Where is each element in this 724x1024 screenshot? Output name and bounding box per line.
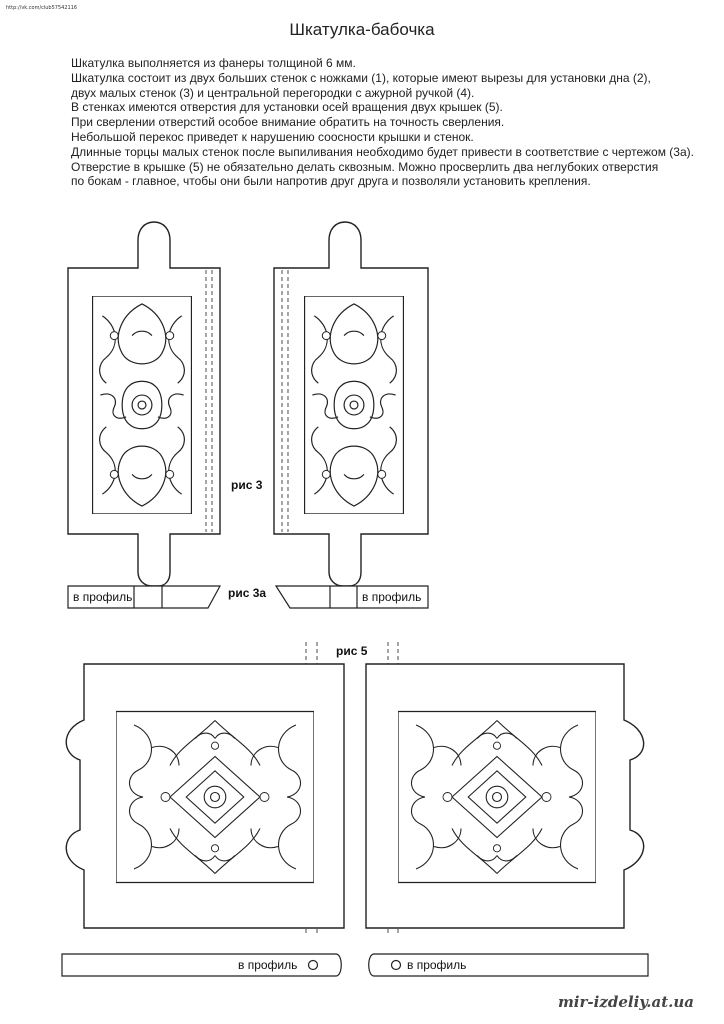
ornament-left xyxy=(92,296,191,514)
page-title: Шкатулка-бабочка xyxy=(289,20,435,39)
fig5-label: рис 5 xyxy=(336,644,368,658)
profile-5-left xyxy=(62,954,341,976)
profile-label-5-left: в профиль xyxy=(238,958,298,972)
description-line: Шкатулка состоит из двух больших стенок с ножками (1), которые имеют вырезы для установки дна (2), xyxy=(71,70,651,85)
profile-label-3a-left: в профиль xyxy=(73,590,133,604)
description-line: Длинные торцы малых стенок после выпиливания необходимо будет привести в соответствие с чертежом (3а). xyxy=(71,144,694,159)
description-line: Шкатулка выполняется из фанеры толщиной 6 мм. xyxy=(71,56,356,70)
description-line: по бокам - главное, чтобы они были напротив друг друга и позволяли установить крепления. xyxy=(71,174,591,189)
description-line: двух малых стенок (3) и центральной перегородки с ажурной ручкой (4). xyxy=(71,85,475,100)
profile-label-3a-right: в профиль xyxy=(362,590,422,604)
description-line: В стенках имеются отверстия для установки осей вращения двух крышек (5). xyxy=(71,100,503,115)
description-line: При сверлении отверстий особое внимание обратить на точность сверления. xyxy=(71,115,505,130)
source-url: http://vk.com/club57542116 xyxy=(6,5,78,11)
ornament-right xyxy=(304,296,403,514)
ornament-lid-right xyxy=(398,712,596,883)
description-line: Небольшой перекос приведет к нарушению соосности крышки и стенок. xyxy=(71,129,474,144)
description-line: Отверстие в крышке (5) не обязательно делать сквозным. Можно просверлить два неглубоких отверстия xyxy=(71,159,659,174)
watermark: mir-izdeliy.at.ua xyxy=(557,993,694,1011)
ornament-lid-left xyxy=(116,712,314,883)
fig3-label: рис 3 xyxy=(231,478,263,492)
profile-label-5-right: в профиль xyxy=(407,958,467,972)
fig3a-label: рис 3а xyxy=(228,586,267,600)
